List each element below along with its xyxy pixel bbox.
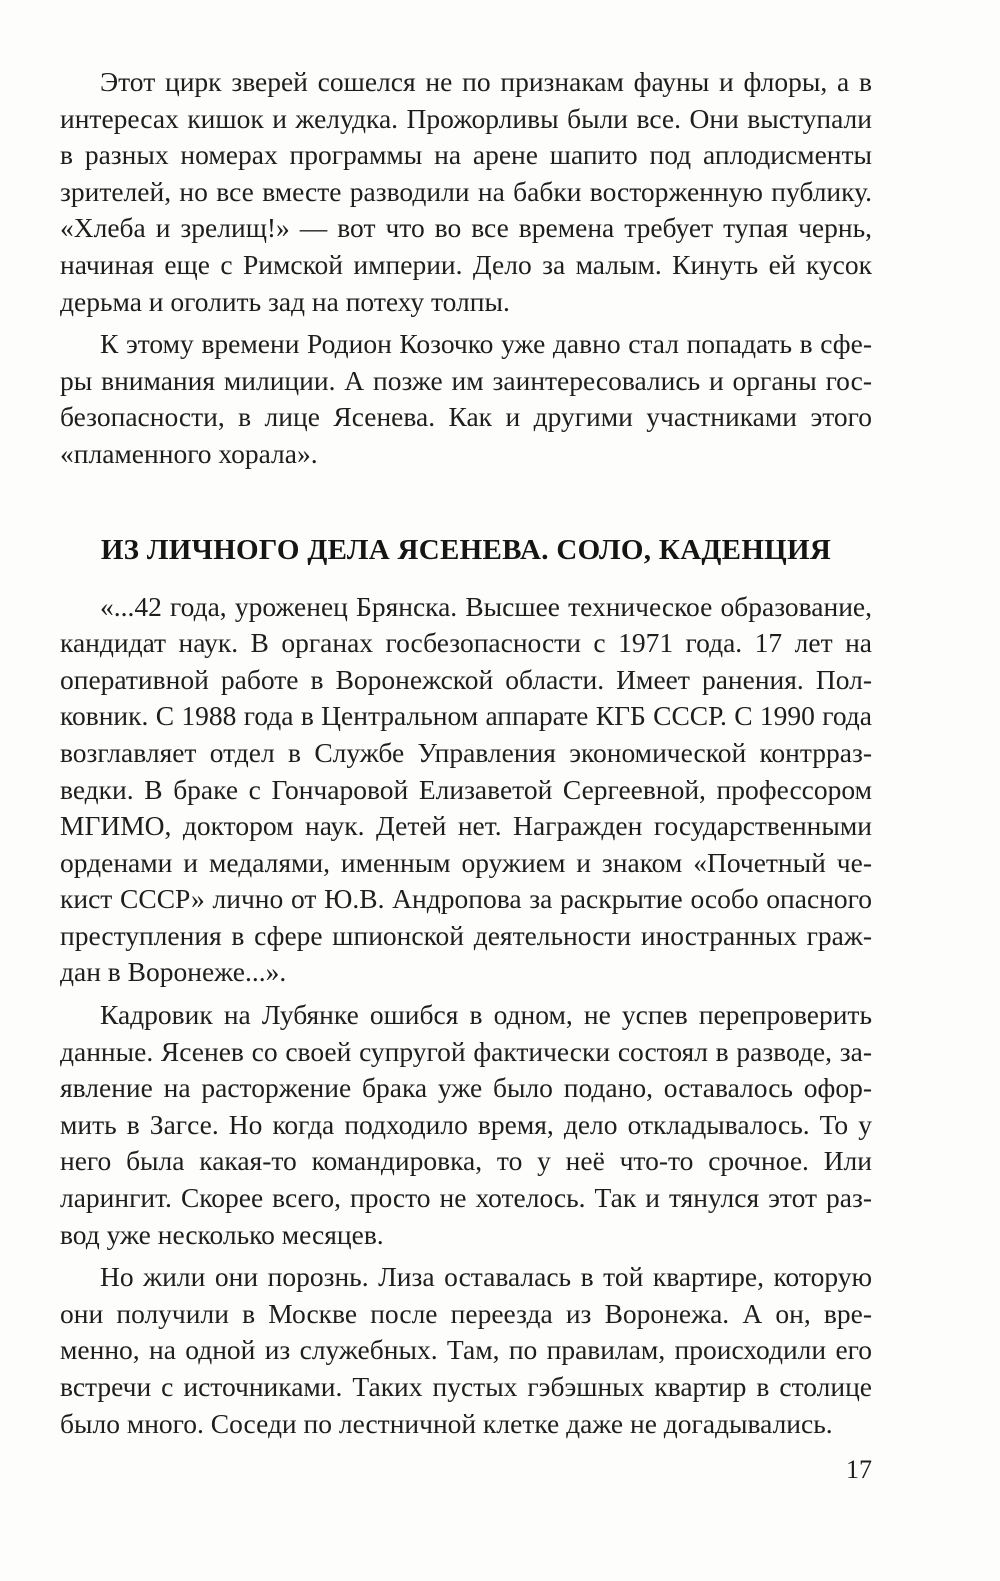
- page-number: 17: [846, 1455, 872, 1484]
- paragraph-kozochko: К этому времени Родион Козочко уже давно стал попадать в сферы внимания милиции. А позже им заинтересовались и органы госбезопасности, в лице Ясенева. Как и другими участниками этого «пламенного хорала».: [60, 328, 872, 469]
- paragraph-dossier: «...42 года, уроженец Брянска. Высшее техническое образование, кандидат наук. В органах госбезопасности с 1971 года. 17 лет на оперативной работе в Воронежской области. Имеет ранения. Полковник. С 1988 года в Центральном аппарате КГБ СССР. С 1990 года возглавляет отдел в Службе Управления экономической контрразведки. В браке с Гончаровой Елизаветой Сергеевной, профессором МГИМО, доктором наук. Детей нет. Награжден государственными орденами и медалями, именным оружием и знаком «Почетный чекист СССР» лично от Ю.В. Андропова за раскрытие особо опасного преступления в сфере шпионской деятельности иностранных граждан в Воронеже...».: [60, 590, 872, 988]
- page-body: [60, 64, 872, 1442]
- paragraph-divorce: Кадровик на Лубянке ошибся в одном, не успев перепроверить данные. Ясенев со своей супругой фактически состоял в разводе, заявление на расторжение брака уже было подано, оставалось оформить в Загсе. Но когда подходило время, дело откладывалось. То у него была какая-то командировка, то у неё что-то срочное. Или ларингит. Скорее всего, просто не хотелось. Так и тянулся этот развод уже несколько месяцев.: [60, 999, 872, 1250]
- section-heading: ИЗ ЛИЧНОГО ДЕЛА ЯСЕНЕВА. СОЛО, КАДЕНЦИЯ: [100, 533, 832, 566]
- paragraph-apartments: Но жили они порознь. Лиза оставалась в той квартире, которую они получили в Москве после переезда из Воронежа. А он, временно, на одной из служебных. Там, по правилам, происходили его встречи с источниками. Таких пустых гэбэшных квартир в столице было много. Соседи по лестничной клетке даже не догадывались.: [60, 1261, 872, 1439]
- paragraph-circus: Этот цирк зверей сошелся не по признакам фауны и флоры, а в интересах кишок и желудка. Прожорливы были все. Они выступали в разных номерах программы на арене шапито под аплодисменты зрителей, но все вместе разводили на бабки восторженную публику. «Хлеба и зрелищ!» — вот что во все времена требует тупая чернь, начиная еще с Римской империи. Дело за малым. Кинуть ей кусок дерьма и оголить зад на потеху толпы.: [60, 66, 872, 317]
